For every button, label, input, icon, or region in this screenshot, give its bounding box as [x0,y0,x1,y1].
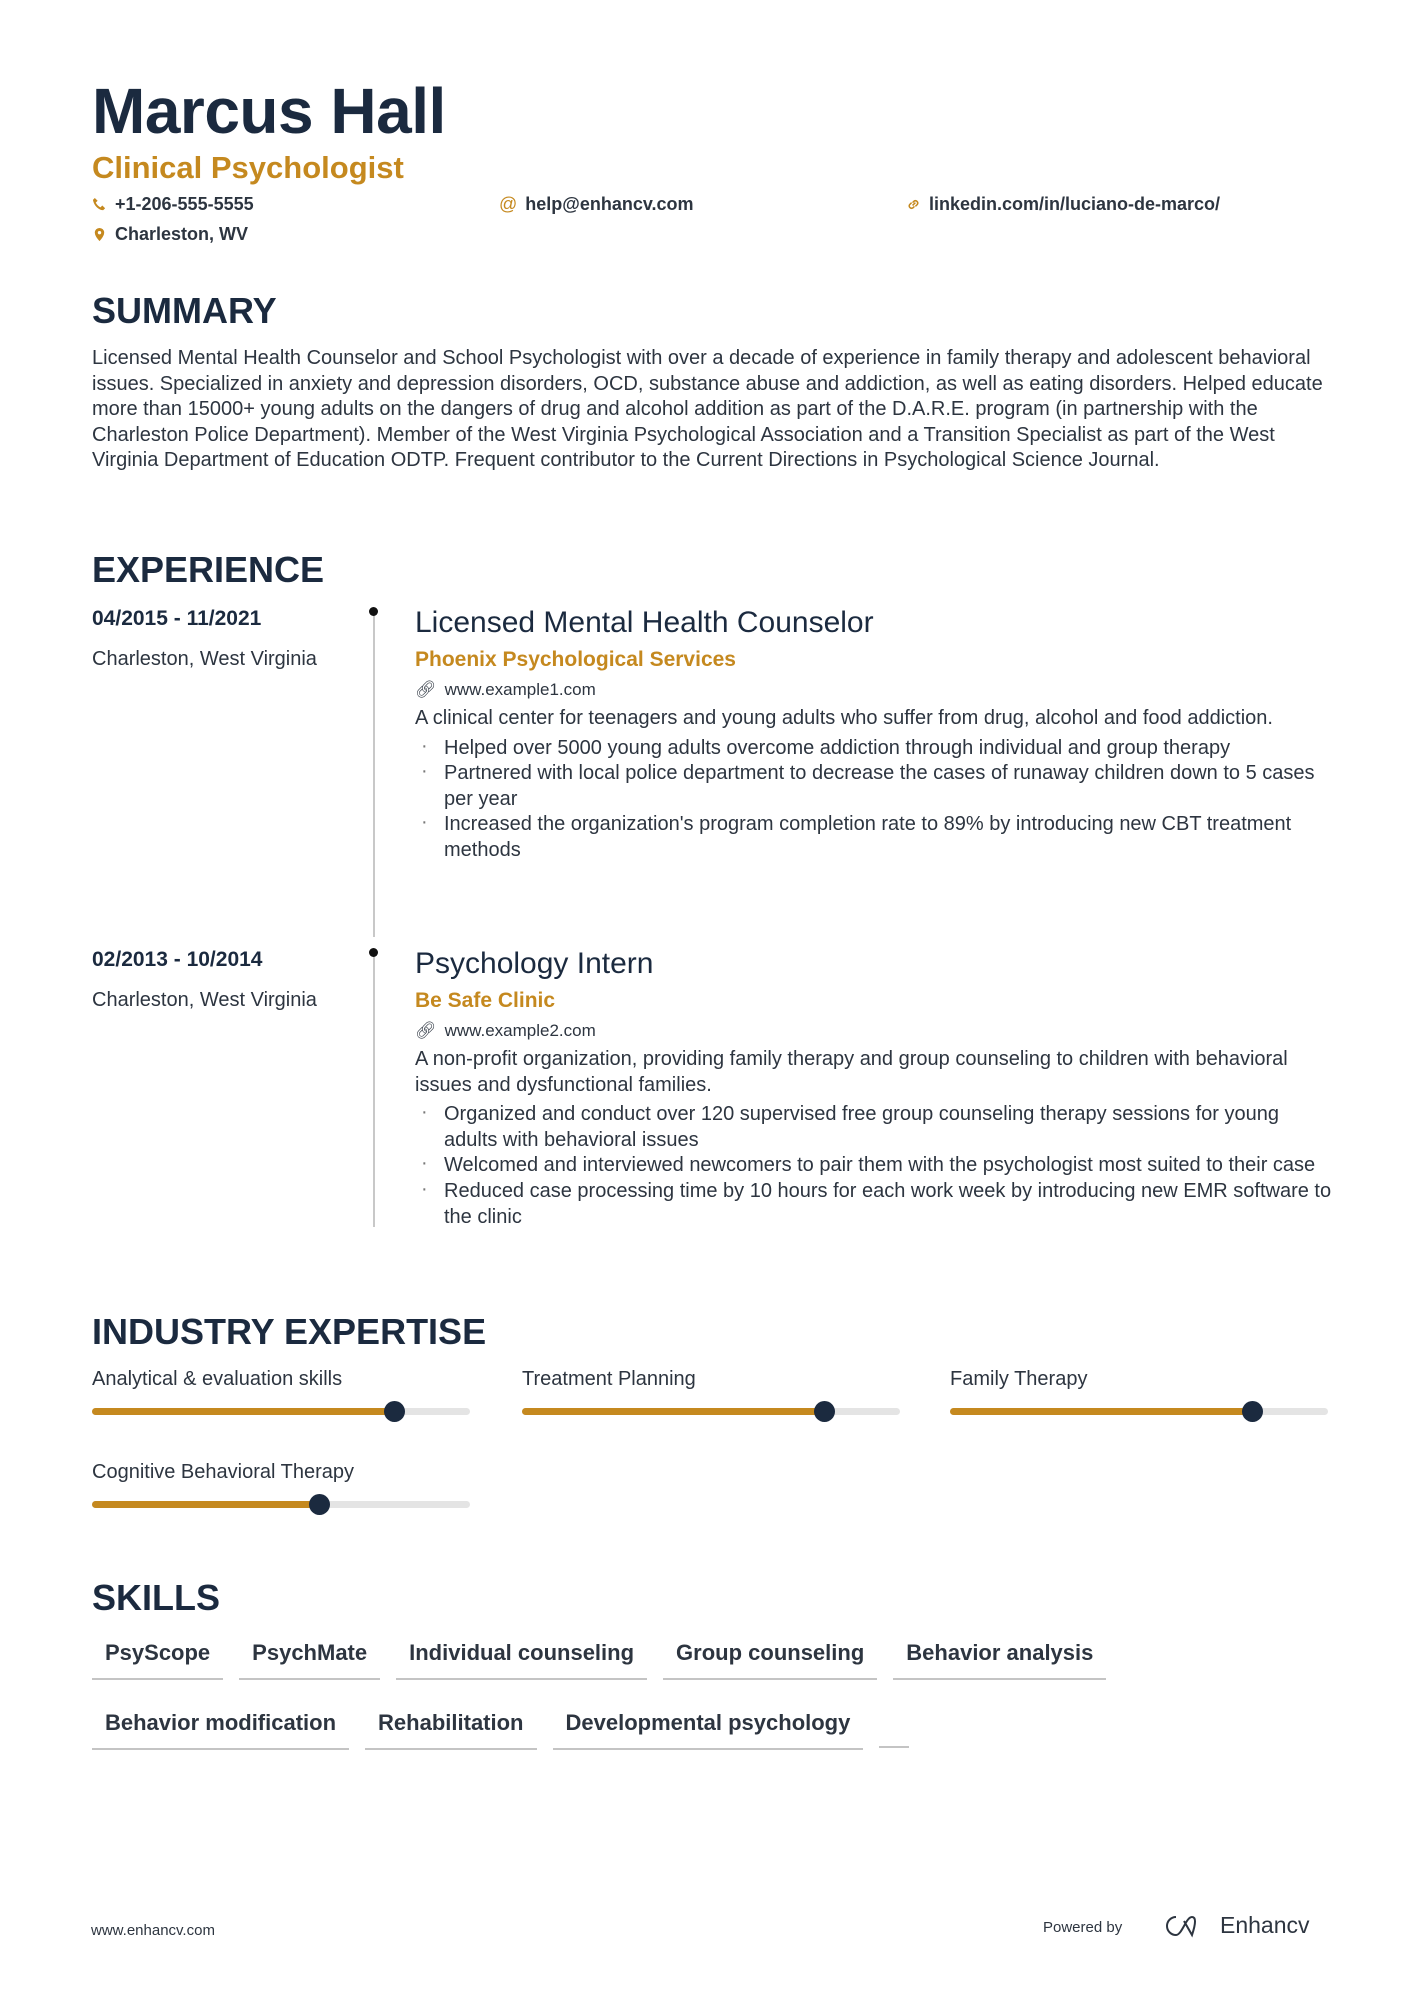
experience-description: A non-profit organization, providing family therapy and group counseling to children with behavioral issues and dysfunctional families. [415,1048,1288,1096]
link-icon: 🔗︎ [415,680,437,699]
experience-bullet: · Helped over 5000 young adults overcome addiction through individual and group therapy [415,736,1335,762]
experience-title: Psychology Intern [415,947,654,980]
skill-tag: Developmental psychology [553,1700,864,1750]
expertise-bar [92,1408,470,1415]
expertise-bar [522,1408,900,1415]
timeline-dot [369,948,378,957]
enhancv-logo-icon [1162,1913,1210,1939]
expertise-bar [950,1408,1328,1415]
url-text[interactable]: www.example1.com [444,680,596,699]
expertise-bar-fill [522,1408,824,1415]
location [92,224,248,245]
link-icon: 🔗︎ [415,1021,437,1040]
expertise-bar-fill [950,1408,1252,1415]
experience-heading: EXPERIENCE [92,549,325,590]
summary-text: Licensed Mental Health Counselor and School Psychologist with over a decade of experience in family therapy and adolescent behavioral issues. Specialized in anxiety and depression disorders, OCD, substance abuse and addiction, as well as eating disorders. Helped educate more than 15000+ young adults on the dangers of drug and alcohol addition as part of the D.A.R.E. program (in partnership with the Charleston Police Department). Member of the West Virginia Psychological Association and a Transition Specialist as part of the West Virginia Department of Education ODTP. Frequent contributor to the Current Directions in Psychological Science Journal. [92,347,1323,472]
link-icon [906,197,921,212]
experience-title: Licensed Mental Health Counselor [415,606,874,639]
experience-location: Charleston, West Virginia [92,648,317,670]
phone [92,194,254,215]
skill-tag: PsyScope [92,1630,223,1680]
candidate-name: Marcus Hall [92,75,446,147]
job-title: Clinical Psychologist [92,150,404,185]
expertise-label: Family Therapy [950,1368,1088,1390]
expertise-bar-knob [309,1494,330,1515]
expertise-item [522,1368,900,1415]
email[interactable] [499,194,694,215]
expertise-bar [92,1501,470,1508]
linkedin[interactable] [906,194,1220,215]
skill-tag: Rehabilitation [365,1700,536,1750]
experience-company: Phoenix Psychological Services [415,648,736,671]
summary-heading: SUMMARY [92,290,277,331]
at-icon: @ [499,194,518,214]
phone-text: +1-206-555-5555 [115,194,254,214]
experience-url[interactable] [415,1021,1335,1041]
experience-dates: 02/2013 - 10/2014 [92,948,263,971]
experience-location: Charleston, West Virginia [92,989,317,1011]
skill-tag: PsychMate [239,1630,380,1680]
expertise-item [92,1461,470,1508]
skills-tags [92,1630,1332,1750]
phone-icon [92,197,107,212]
expertise-item [92,1368,470,1415]
skill-tag: Behavior modification [92,1700,349,1750]
expertise-label: Cognitive Behavioral Therapy [92,1461,355,1483]
skill-tag: Group counseling [663,1630,877,1680]
expertise-label: Analytical & evaluation skills [92,1368,343,1390]
timeline-line [373,953,375,1227]
location-pin-icon [92,227,107,242]
empty-skill-tag [879,1700,909,1748]
expertise-label: Treatment Planning [522,1368,696,1390]
experience-bullet: · Organized and conduct over 120 supervised free group counseling therapy sessions for young adults with behavioral issues [415,1102,1335,1153]
powered-by: Powered by [1043,1919,1123,1936]
enhancv-brand: Enhancv [1220,1912,1310,1938]
expertise-bar-fill [92,1501,319,1508]
url-text[interactable]: www.example2.com [444,1021,596,1040]
experience-dates: 04/2015 - 11/2021 [92,607,262,630]
experience-description: A clinical center for teenagers and young adults who suffer from drug, alcohol and food addiction. [415,707,1273,729]
enhancv-logo [1162,1912,1310,1939]
skill-tag: Behavior analysis [893,1630,1106,1680]
experience-bullet: · Reduced case processing time by 10 hours for each work week by introducing new EMR software to the clinic [415,1179,1335,1230]
email-text[interactable]: help@enhancv.com [525,194,694,214]
expertise-heading: INDUSTRY EXPERTISE [92,1311,487,1352]
experience-bullet: · Increased the organization's program completion rate to 89% by introducing new CBT treatment methods [415,812,1335,863]
experience-entry [415,947,1335,1230]
experience-entry [415,606,1335,864]
expertise-bar-knob [814,1401,835,1422]
location-text: Charleston, WV [115,224,249,244]
linkedin-text[interactable]: linkedin.com/in/luciano-de-marco/ [929,194,1221,214]
expertise-bar-fill [92,1408,394,1415]
skill-tag: Individual counseling [396,1630,647,1680]
expertise-bar-knob [1242,1401,1263,1422]
expertise-bar-knob [384,1401,405,1422]
timeline-dot [369,607,378,616]
expertise-item [950,1368,1328,1415]
skills-heading: SKILLS [92,1577,221,1618]
experience-url[interactable] [415,680,1335,700]
timeline-line [373,612,375,937]
experience-bullet: · Partnered with local police department to decrease the cases of runaway children down to 5 cases per year [415,761,1335,812]
experience-company: Be Safe Clinic [415,989,556,1012]
experience-bullet: · Welcomed and interviewed newcomers to pair them with the psychologist most suited to their case [415,1153,1335,1179]
footer-site[interactable]: www.enhancv.com [91,1922,215,1939]
